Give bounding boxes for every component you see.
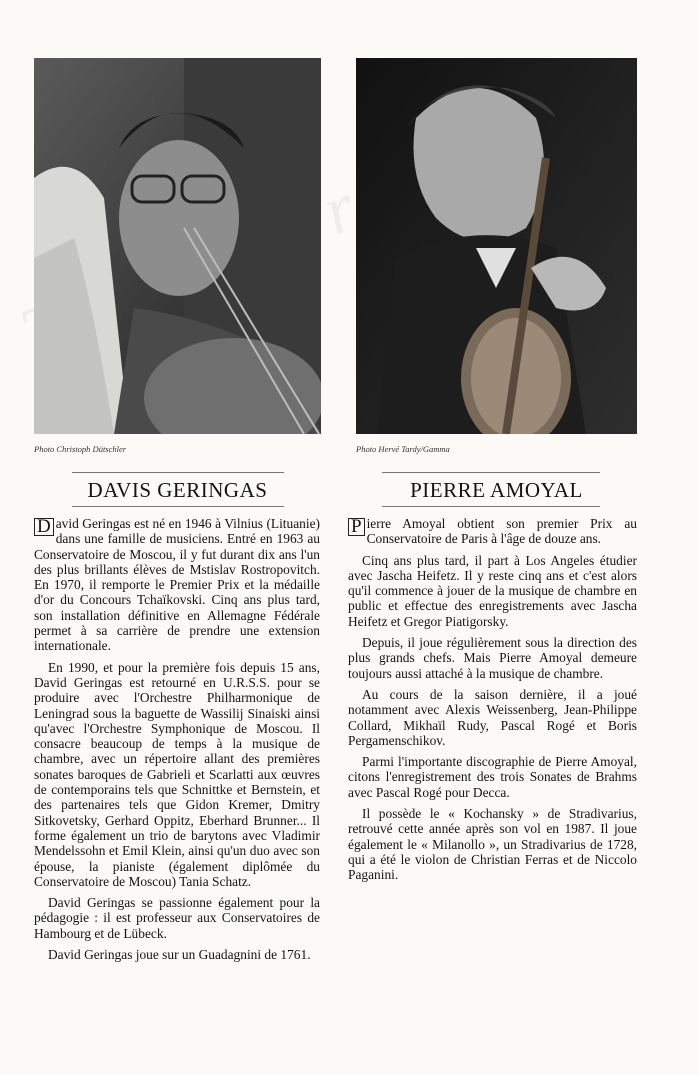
photo-credit-left: Photo Christoph Dütschler (34, 444, 127, 454)
cellist-photo (34, 58, 321, 434)
paragraph: Au cours de la saison dernière, il a joué notamment avec Alexis Weissenberg, Jean-Philippe Collard, Mikhaïl Rudy, Pascal Rogé et Boris Pergamenschikov. (348, 686, 637, 748)
paragraph: Parmi l'importante discographie de Pierre Amoyal, citons l'enregistrement des trois Sonates de Brahms avec Pascal Rogé pour Decca. (348, 754, 637, 800)
rule-top-left (72, 472, 284, 473)
paragraph: Cinq ans plus tard, il part à Los Angeles étudier avec Jascha Heifetz. Il y reste cinq ans et c'est alors qu'il commence à jouer de la musique de chambre en public et effectue des enregistrements avec Jascha Heifetz et Gregor Piatigorsky. (348, 552, 637, 629)
musician-name-left: DAVIS GERINGAS (87, 478, 268, 502)
paragraph: D avid Geringas est né en 1946 à Vilnius (Lituanie) dans une famille de musiciens. Entré en 1963 au Conservatoire de Moscou, il y fut durant dix ans l'un des plus brillants élèves de Mstislav Rostropovitch. En 1970, il remporte le Premier Prix et la médaille d'or du Concours Tchaïkovski. Cinq ans plus tard, son installation définitive en Allemagne Fédérale permet à sa carrière de prendre une extension internationale. (34, 516, 320, 654)
musician-name-right: PIERRE AMOYAL (410, 478, 583, 502)
dropcap: D (34, 518, 54, 536)
paragraph: David Geringas joue sur un Guadagnini de 1761. (48, 947, 311, 963)
rule-bottom-right (382, 506, 600, 507)
paragraph: David Geringas se passionne également pour la pédagogie : il est professeur aux Conservatoires de Hambourg et de Lübeck. (34, 895, 320, 941)
paragraph: Depuis, il joue régulièrement sous la direction des plus grands chefs. Mais Pierre Amoyal demeure toujours aussi attaché à la musique de chambre. (348, 635, 637, 681)
rule-top-right (382, 472, 600, 473)
paragraph: Il possède le « Kochansky » de Stradivarius, retrouvé cette année après son vol en 1987. Il joue également le « Milanollo », un Stradivarius de 1728, qui a été le violon de Christian Ferras et de Niccolo Paganini. (348, 806, 637, 883)
dropcap: P (348, 518, 365, 536)
paragraph: En 1990, et pour la première fois depuis 15 ans, David Geringas est retourné en U.R.S.S. pour se produire avec l'Orchestre Philharmonique de Leningrad sous la baguette de Wassilij Sinaiski ainsi qu'avec l'Orchestre Symphonique de Moscou. Il consacre beaucoup de temps à la musique de chambre, avec un répertoire allant des premières sonates baroques de Gabrieli et Scarlatti aux œuvres de contemporains tels que Schnittke et Bernstein, et des partenaires tels que Gidon Kremer, Dmitry Sitkovetsky, Gerhard Oppitz, Eberhard Brunner... Il forme également un trio de barytons avec Vladimir Mendelssohn et Emil Klein, ainsi qu'un duo avec son épouse, la pianiste (également diplômée du Conservatoire de Moscou) Tania Schatz. (34, 659, 320, 889)
biography-left (34, 516, 320, 968)
biography-right (348, 516, 637, 889)
photo-credit-right: Photo Hervé Tardy/Gamma (356, 444, 450, 454)
violinist-photo (356, 58, 637, 434)
rule-bottom-left (72, 506, 284, 507)
paragraph: P ierre Amoyal obtient son premier Prix au Conservatoire de Paris à l'âge de douze ans. (348, 516, 637, 547)
